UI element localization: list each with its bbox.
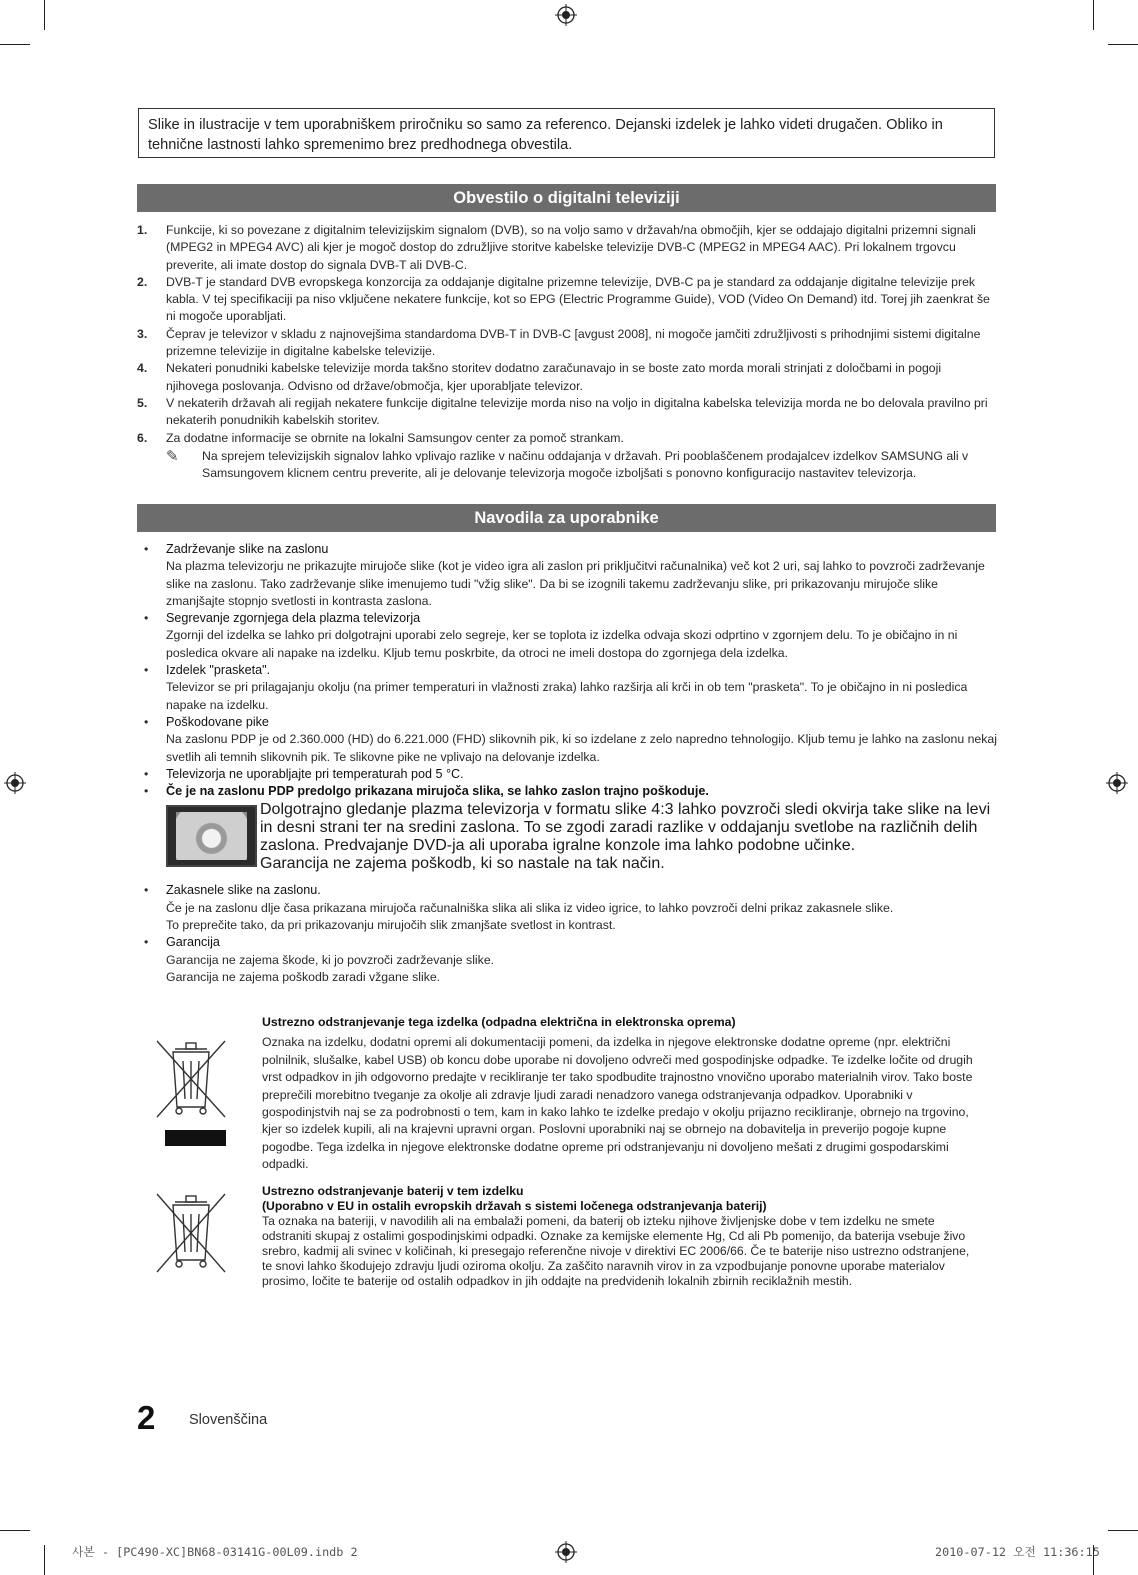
list-item: • Izdelek "prasketa". Televizor se pri prilagajanju okolju (na primer temperaturi in vlažnosti zraka) lahko razširja ali krči in ob tem "prasketa". To je običajno in ni posledica napake na izdelku.: [144, 663, 968, 712]
crop-mark: [0, 44, 30, 45]
list-item: • Segrevanje zgornjega dela plazma televizorja Zgornji del izdelka se lahko pri dolgotrajni uporabi zelo segreje, ker se toplota iz izdelka odvaja skozi odprtino v zgornjem delu. To je običajno in ni posledica okvare ali napake na izdelku. Kljub temu poskrbite, da otroci ne imeli dostopa do zgornjega dela izdelka.: [144, 611, 958, 660]
burn-in-illustration: [166, 805, 257, 867]
list-item: 3. Čeprav je televizor v skladu z najnovejšima standardoma DVB-T in DVB-C [avgust 2008], ni mogoče jamčiti združljivosti s prihodnjimi sistemi digitalne prizemne televizije in digitalne kabelske televizije.: [137, 326, 981, 359]
list-item: 4. Nekateri ponudniki kabelske televizije morda takšno storitev dodatno zaračunavajo in se boste zato morda morali strinjati z določbami in pogoji njihovega poslovanja. Odvisno od države/območja, kjer uporabljate televizor.: [137, 361, 942, 393]
registration-mark-icon: [555, 4, 577, 26]
list-item: 5. V nekaterih državah ali regijah nekatere funkcije digitalne televizije morda niso na voljo in digitalna kabelska televizija morda ne bo delovala pravilno pri nekaterih ponudnikih kabelskih storitev.: [137, 395, 988, 428]
print-timestamp: 2010-07-12 오전 11:36:15: [935, 1545, 1100, 1559]
crop-mark: [44, 1545, 45, 1575]
crop-mark: [1108, 1530, 1138, 1531]
disclaimer-box: [138, 108, 995, 158]
list-item: 6. Za dodatne informacije se obrnite na lokalni Samsungov center za pomoč strankam.: [137, 430, 624, 445]
crop-mark: [1108, 44, 1138, 45]
crossed-bin-icon: [155, 1035, 227, 1147]
crossed-bin-icon: [155, 1188, 227, 1278]
note: ✎ Na sprejem televizijskih signalov lahko vplivajo razlike v načinu oddajanja v državah. Pri pooblaščenem prodajalcev izdelkov SAMSUNG ali v Samsungovem klicnem centru preverite, ali je delovanje televizorja mogoče izboljšati s ponovno konfiguracijo nastavitev televizorja.: [166, 447, 969, 481]
registration-mark-icon: [1106, 772, 1128, 794]
section-heading-user-instructions: Navodila za uporabnike: [137, 504, 996, 532]
crop-mark: [44, 0, 45, 30]
print-file-info: 사본 - [PC490-XC]BN68-03141G-00L09.indb 2: [72, 1545, 358, 1559]
disclaimer-text: Slike in ilustracije v tem uporabniškem priročniku so samo za referenco. Dejanski izdelek je lahko videti drugačen. Obliko in tehnične lastnosti lahko spremenimo brez predhodnega obvestila.: [148, 117, 943, 153]
list-item: • Poškodovane pike Na zaslonu PDP je od 2.360.000 (HD) do 6.221.000 (FHD) slikovnih pik, ki so izdelane z zelo napredno tehnologijo. Kljub temu je lahko na zaslonu nekaj svetlih ali temnih slikovnih pik. Te slikovne pike ne vplivajo na delovanje izdelka.: [144, 714, 997, 764]
list-item: • Televizorja ne uporabljajte pri temperaturah pod 5 °C.: [144, 766, 464, 781]
list-item: 2. DVB-T je standard DVB evropskega konzorcija za oddajanje digitalne prizemne televizije, DVB-C pa je standard za oddajanje digitalne televizije prek kabla. V tej specifikaciji pa niso vključene nekatere funkcije, kot so EPG (Electric Programme Guide), VOD (Video On Demand) itd. Torej jih zaenkrat še ni mogoče uporabljati.: [137, 274, 990, 324]
registration-mark-icon: [555, 1541, 577, 1563]
crop-mark: [1093, 0, 1094, 30]
list-item: 1. Funkcije, ki so povezane z digitalnim televizijskim signalom (DVB), so na voljo samo v državah/na območjih, kjer se oddajajo digitalni prizemni signali (MPEG2 in MPEG4 AVC) ali kjer je mogoč dostop do združljive storitve kabelske televizije DVB-C (MPEG2 in MPEG4 AAC). Pri lokalnem trgovcu preverite, ali imate dostop do signala DVB-T ali DVB-C.: [137, 223, 976, 272]
section-heading-digital-tv: Obvestilo o digitalni televiziji: [137, 184, 996, 212]
list-item: • Zadrževanje slike na zaslonu Na plazma televizorju ne prikazujte mirujoče slike (kot je video igra ali zaslon pri priključitvi računalnika) več kot 2 uri, saj lahko to povzroči zadrževanje slike na zaslonu. Tako zadrževanje slike imenujemo tudi "vžig slike". Da bi se izognili takemu zadrževanju slike, pri prikazovanju mirujoče slike zmanjšajte stopnjo svetlosti in kontrasta zaslona.: [144, 542, 985, 608]
registration-mark-icon: [4, 772, 26, 794]
list-item: • Zakasnele slike na zaslonu. Če je na zaslonu dlje časa prikazana mirujoča računalniška slika ali slika iz video igrice, to lahko povzroči delni prikaz zakasnele slike. To preprečite tako, da pri prikazovanju mirujočih slik zmanjšate svetlost in kontrast.: [144, 883, 894, 933]
page-number: 2: [137, 1399, 156, 1436]
digital-tv-notice-list: [137, 222, 997, 482]
battery-disposal-notice: Ustrezno odstranjevanje baterij v tem izdelku (Uporabno v EU in ostalih evropskih državah s sistemi ločenega odstranjevanja baterij) Ta oznaka na bateriji, v navodilih ali na embalaži pomeni, da baterij ob izteku njihove življenjske dobe v tem izdelku ne smete odstraniti skupaj z ostalimi gospodinjskimi odpadki. Oznake za kemijske elemente Hg, Cd ali Pb pomenijo, da baterija vsebuje živo srebro, kadmij ali svinec v količinah, ki presegajo referenčne nivoje v direktivi EC 2006/66. Če te baterije niso ustrezno odstranjene, te snovi lahko škodujejo zdravju ljudi oziroma okolju. Za zaščito naravnih virov in za vzpodbujanje ponovne uporabe materialov prosimo, ločite te baterije od ostalih odpadkov in jih oddajte na predvidenih lokalnih zbirnih reciklažnih mestih.: [262, 1184, 970, 1288]
weee-disposal-notice: Ustrezno odstranjevanje tega izdelka (odpadna električna in elektronska oprema) Oznaka na izdelku, dodatni opremi ali dokumentaciji pomeni, da izdelka in njegove elektronske dodatne opreme (npr. električni polnilnik, slušalke, kabel USB) ob koncu dobe uporabe ni dovoljeno odvreči med gospodinjske odpadke. Te izdelke ločite od drugih vrst odpadkov in jih odgovorno predajte v recikliranje ter tako spodbudite trajnostno vnovično uporabo materialnih virov. Tako boste preprečili morebitno tveganje za okolje ali zdravje ljudi zaradi nenadzoro vanega odstranjevanja odpadkov. Uporabniki v gospodinjstvih naj se za podrobnosti o tem, kam in kako lahko te izdelke predajo v okolju prijazno recikliranje, obrnejo na trgovino, kjer so izdelek kupili, ali na krajevni upravni organ. Poslovni uporabniki naj se obrnejo na dobavitelja in preverijo pogoje kupne pogodbe. Tega izdelka in njegove elektronske dodatne opreme pri odstranjevanju ni dovoljeno mešati z drugimi gospodarskimi odpadki.: [262, 1015, 973, 1172]
list-item: • Če je na zaslonu PDP predolgo prikazana mirujoča slika, se lahko zaslon trajno poškoduje.: [144, 784, 709, 799]
crop-mark: [0, 1530, 30, 1531]
burn-in-illustration-row: Dolgotrajno gledanje plazma televizorja v formatu slike 4:3 lahko povzroči sledi okvirja take slike na levi in desni strani ter na sredini zaslona. To se zgodi zaradi razlike v oddajanju svetlobe na različnih delih zaslona. Predvajanje DVD-ja ali uporaba igralne konzole ima lahko podobne učinke. Garancija ne zajema poškodb, ki so nastale na tak način.: [137, 801, 997, 873]
list-item: • Garancija Garancija ne zajema škode, ki jo povzroči zadrževanje slike. Garancija ne zajema poškodb zaradi vžgane slike.: [144, 935, 495, 984]
language-label: Slovenščina: [189, 1412, 268, 1428]
pencil-note-icon: ✎: [166, 447, 179, 465]
user-instructions-list: [137, 541, 997, 986]
